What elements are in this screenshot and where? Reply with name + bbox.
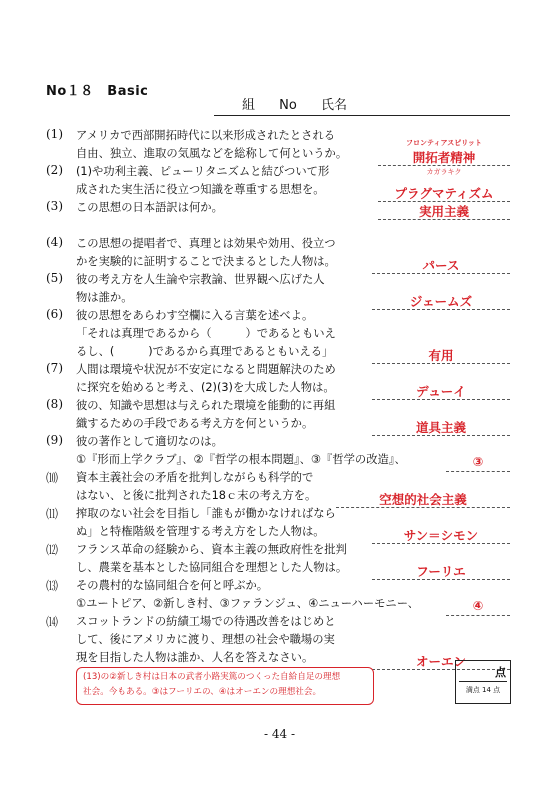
question-line: 織するための手段である考え方を何というか。 — [76, 417, 314, 430]
question-text — [76, 433, 406, 469]
question-number: (4) — [46, 235, 63, 249]
question-number: ⒀ — [46, 579, 59, 593]
question-line: 資本主義社会の矛盾を批判しながらも科学的で — [76, 471, 314, 484]
question-line: アメリカで西部開拓時代に以来形成されたとされる — [76, 129, 336, 142]
question-text — [76, 613, 366, 667]
question-text — [76, 127, 366, 163]
answer-text: ④ — [472, 598, 484, 613]
question-text — [76, 577, 419, 613]
question-number: (3) — [46, 199, 63, 213]
question-number: (9) — [46, 433, 63, 447]
answer-text: プラグマティズム — [394, 186, 494, 201]
question-line: 彼の思想をあらわす空欄に入る言葉を述べよ。 — [76, 309, 314, 322]
question-number: ⑽ — [46, 471, 59, 485]
name-field-row[interactable] — [214, 94, 510, 116]
question-line: ①ユートピア、②新しき村、③ファランジュ、④ニューハーモニー、 — [76, 597, 419, 610]
question-line: 現を目指した人物は誰か、人名を答えなさい。 — [76, 651, 314, 664]
question-line: ①『形而上学クラブ』、②『哲学の根本問題』、③『哲学の改造』、 — [76, 453, 406, 466]
question-line: るし、( )であるから真理であるともいえる」 — [76, 345, 334, 358]
answer-text: 道具主義 — [415, 420, 466, 435]
question-line: 自由、独立、進取の気風などを総称して何というか。 — [76, 147, 348, 160]
question-text — [76, 541, 366, 577]
question-line: フランス革命の経験から、資本主義の無政府性を批判 — [76, 543, 347, 556]
number-label: No — [279, 98, 297, 113]
answer-text: 開拓者精神 — [412, 150, 476, 165]
answer-text: デューイ — [416, 384, 466, 399]
answer-ruby-bottom: カガラキク — [426, 168, 462, 176]
question-text — [76, 163, 366, 199]
question-line: に探究を始めると考え、(2)(3)を大成した人物は。 — [76, 381, 335, 394]
question-text — [76, 271, 366, 307]
question-line: 物は誰か。 — [76, 291, 133, 304]
question-line: 人間は環境や状況が不安定になると問題解決のため — [76, 363, 336, 376]
question-text — [76, 397, 366, 433]
question-text — [76, 469, 366, 505]
question-line: その農村的な協同組合を何と呼ぶか。 — [76, 579, 269, 592]
answer-text: 有用 — [428, 348, 454, 363]
question-line: この思想の提唱者で、真理とは効果や効用、役立つ — [76, 237, 336, 250]
answer-text: サン＝シモン — [403, 528, 479, 543]
score-divider — [459, 681, 507, 682]
question-number: ⒁ — [46, 615, 59, 629]
question-line: 成された実生活に役立つ知識を尊重する思想を。 — [76, 183, 325, 196]
question-line: 搾取のない社会を目指し「誰もが働かなければなら — [76, 507, 336, 520]
question-number: ⑾ — [46, 507, 59, 521]
answer-text: 実用主義 — [418, 204, 469, 219]
answer-text: 空想的社会主義 — [379, 492, 467, 507]
class-label: 組 — [242, 98, 256, 113]
question-text — [76, 505, 366, 541]
answer-blank[interactable] — [446, 471, 510, 472]
question-line: 彼の考え方を人生論や宗教論、世界観へ広げた人 — [76, 273, 325, 286]
question-line: ぬ」と特権階級を管理する考え方をした人物は。 — [76, 525, 325, 538]
full-score: 満点 14 点 — [465, 686, 501, 694]
question-line: (1)や功利主義、ピューリタニズムと結びついて形 — [76, 165, 330, 178]
question-line: この思想の日本語訳は何か。 — [76, 201, 223, 214]
question-number: (8) — [46, 397, 63, 411]
answer-text: パース — [422, 258, 460, 273]
question-line: し、農業を基本とした協同組合を理想とした人物は。 — [76, 561, 348, 574]
answer-text: フーリエ — [416, 564, 466, 579]
question-number: (1) — [46, 127, 63, 141]
note-line-1: (13)の②新しき村は日本の武者小路実篤のつくった自給自足の理想 — [83, 672, 341, 682]
question-text — [76, 307, 366, 361]
question-text — [76, 361, 366, 397]
question-number: (6) — [46, 307, 63, 321]
score-unit: 点 — [495, 666, 506, 679]
question-line: 「それは真理であるから（ ）であるともいえ — [76, 327, 336, 340]
question-text — [76, 235, 366, 271]
score-box[interactable] — [455, 660, 511, 704]
question-line: 彼の、知識や思想は与えられた環境を能動的に再組 — [76, 399, 336, 412]
question-line: 彼の著作として適切なのは。 — [76, 435, 223, 448]
answer-text: ③ — [472, 454, 484, 469]
note-line-2: 社会。今もある。③はフーリエの、④はオーエンの理想社会。 — [83, 687, 322, 697]
question-line: して、後にアメリカに渡り、理想の社会や職場の実 — [76, 633, 335, 646]
page-number: - 44 - — [263, 727, 295, 741]
name-label: 氏名 — [320, 98, 347, 113]
question-line: スコットランドの紡績工場での待遇改善をはじめと — [76, 615, 336, 628]
answer-text: ジェームズ — [409, 294, 473, 309]
question-number: (2) — [46, 163, 63, 177]
answer-blank[interactable] — [446, 615, 510, 616]
answer-ruby-top: フロンティアスピリット — [406, 139, 482, 147]
answer-text: オーエン — [415, 654, 466, 669]
question-number: (5) — [46, 271, 63, 285]
question-number: (7) — [46, 361, 63, 375]
question-number: ⑿ — [46, 543, 59, 557]
worksheet-title: No１８ Basic — [46, 84, 149, 99]
question-line: はない、と後に批判された18ｃ末の考え方を。 — [76, 489, 317, 502]
question-line: かを実験的に証明することで決まるとした人物は。 — [76, 255, 336, 268]
teacher-note — [76, 667, 374, 705]
question-text — [76, 199, 366, 217]
